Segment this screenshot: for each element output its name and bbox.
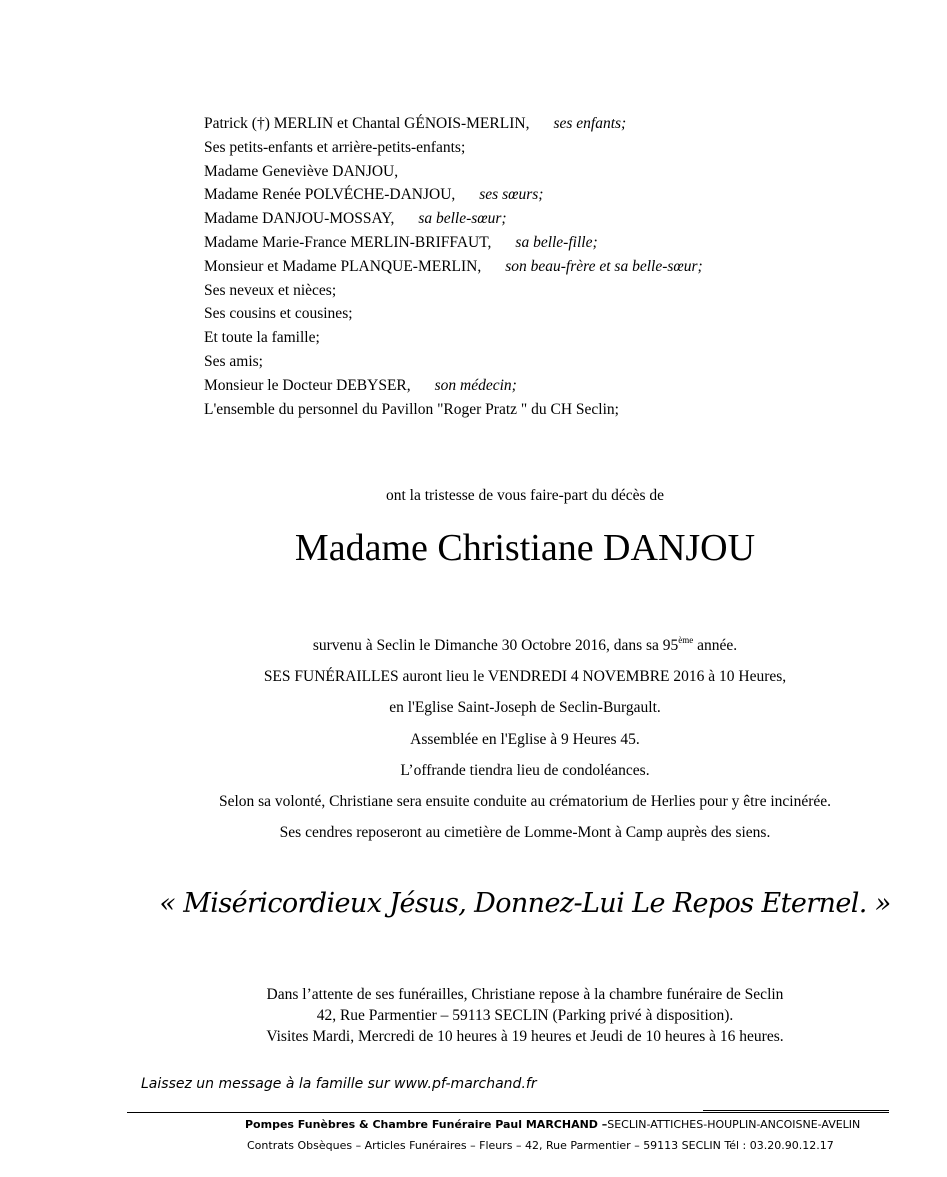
family-role: sa belle-sœur;	[418, 210, 507, 228]
death-text: survenu à Seclin le Dimanche 30 Octobre 2016, dans sa 95	[312, 637, 679, 654]
ordinal-suffix: ème	[678, 635, 694, 645]
footer-company	[245, 1118, 860, 1131]
prayer-quote: « Miséricordieux Jésus, Donnez-Lui Le Repos Eternel. »	[159, 888, 891, 919]
announcement-intro: ont la tristesse de vous faire-part du décès de	[385, 487, 665, 504]
family-line	[204, 136, 703, 160]
family-member: Madame Marie-France MERLIN-BRIFFAUT,	[204, 233, 492, 251]
funeral-date: SES FUNÉRAILLES auront lieu le VENDREDI 4 NOVEMBRE 2016 à 10 Heures,	[263, 668, 787, 685]
family-role: ses sœurs;	[479, 186, 544, 204]
family-member: Ses neveux et nièces;	[204, 281, 337, 299]
death-notice	[0, 637, 947, 655]
family-line	[204, 326, 703, 350]
family-role: son médecin;	[434, 376, 517, 394]
assembly-time: Assemblée en l'Eglise à 9 Heures 45.	[410, 731, 640, 748]
offering-note: L’offrande tiendra lieu de condoléances.	[400, 762, 650, 779]
death-text-end: année.	[693, 637, 738, 654]
family-member: Monsieur et Madame PLANQUE-MERLIN,	[204, 257, 482, 275]
church-location: en l'Eglise Saint-Joseph de Seclin-Burgault.	[389, 699, 661, 716]
visitation-line-1: Dans l’attente de ses funérailles, Christiane repose à la chambre funéraire de Seclin	[266, 986, 784, 1003]
family-line	[204, 112, 703, 136]
family-member: Ses cousins et cousines;	[204, 305, 353, 323]
divider-short	[703, 1110, 889, 1111]
family-line	[204, 398, 703, 422]
family-line	[204, 350, 703, 374]
family-member: L'ensemble du personnel du Pavillon "Roger Pratz " du CH Seclin;	[204, 400, 619, 418]
family-member: Madame Geneviève DANJOU,	[204, 162, 399, 180]
family-line	[204, 302, 703, 326]
family-member: Madame DANJOU-MOSSAY,	[204, 210, 395, 228]
family-line	[204, 183, 703, 207]
family-line	[204, 279, 703, 303]
divider-long	[127, 1112, 889, 1113]
family-member: Patrick (†) MERLIN et Chantal GÉNOIS-MERLIN,	[204, 115, 530, 132]
deceased-name: Madame Christiane DANJOU	[294, 527, 756, 569]
family-role: sa belle-fille;	[515, 233, 598, 251]
cremation-note: Selon sa volonté, Christiane sera ensuite conduite au crématorium de Herlies pour y être incinérée.	[218, 793, 832, 810]
visitation-line-3: Visites Mardi, Mercredi de 10 heures à 19 heures et Jeudi de 10 heures à 16 heures.	[266, 1028, 784, 1045]
family-line	[204, 160, 703, 184]
family-role: son beau-frère et sa belle-sœur;	[505, 257, 703, 275]
footer-company-name: Pompes Funèbres & Chambre Funéraire Paul MARCHAND –	[245, 1118, 608, 1131]
visitation-line-2: 42, Rue Parmentier – 59113 SECLIN (Parking privé à disposition).	[316, 1007, 734, 1024]
family-line	[204, 231, 703, 255]
family-line	[204, 374, 703, 398]
family-member: Ses amis;	[204, 352, 263, 370]
family-member: Et toute la famille;	[204, 329, 320, 347]
ashes-note: Ses cendres reposeront au cimetière de Lomme-Mont à Camp auprès des siens.	[279, 824, 771, 841]
family-member: Madame Renée POLVÉCHE-DANJOU,	[204, 186, 456, 204]
family-list	[204, 112, 703, 421]
website-message: Laissez un message à la famille sur www.pf-marchand.fr	[141, 1076, 537, 1092]
family-role: ses enfants;	[553, 115, 627, 132]
family-line	[204, 207, 703, 231]
family-line	[204, 255, 703, 279]
family-member: Ses petits-enfants et arrière-petits-enfants;	[204, 138, 466, 156]
footer-services: Contrats Obsèques – Articles Funéraires – Fleurs – 42, Rue Parmentier – 59113 SECLIN Tél : 03.20.90.12.17	[247, 1139, 834, 1152]
family-member: Monsieur le Docteur DEBYSER,	[204, 376, 411, 394]
footer-locations: SECLIN-ATTICHES-HOUPLIN-ANCOISNE-AVELIN	[607, 1118, 861, 1131]
